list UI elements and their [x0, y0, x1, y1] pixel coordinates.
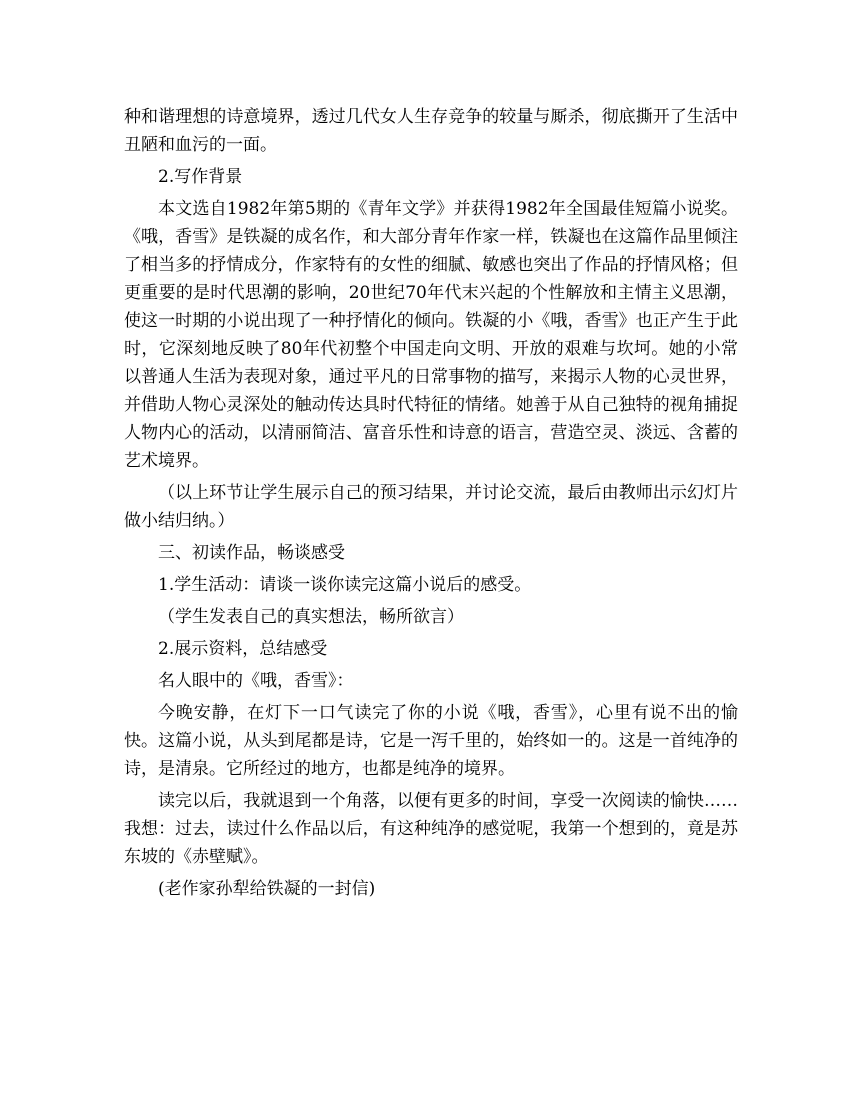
paragraph-letter-part-1: 今晚安静，在灯下一口气读完了你的小说《哦，香雪》，心里有说不出的愉快。这篇小说，从头到尾都是诗，它是一泻千里的，始终如一的。这是一首纯净的诗，是清泉。它所经过的地方，也都是纯净的境界。: [124, 703, 738, 779]
paragraph-student-activity: 1.学生活动：请谈一谈你读完这篇小说后的感受。: [158, 575, 532, 595]
paragraph-letter-part-2: 读完以后，我就退到一个角落，以便有更多的时间，享受一次阅读的愉快……我想：过去，读过什么作品以后，有这种纯净的感觉呢，我第一个想到的，竟是苏东坡的《赤壁赋》。: [124, 791, 738, 867]
paragraph-teaching-note: （以上环节让学生展示自己的预习结果，并讨论交流，最后由教师出示幻灯片做小结归纳。）: [124, 483, 738, 531]
paragraph-background: 本文选自1982年第5期的《青年文学》并获得1982年全国最佳短篇小说奖。《哦，香雪》是铁凝的成名作，和大部分青年作家一样，铁凝也在这篇作品里倾注了相当多的抒情成分，作家特有的女性的细腻、敏感也突出了作品的抒情风格；但更重要的是时代思潮的影响，20世纪70年代末兴起的个性解放和主情主义思潮，使这一时期的小说出现了一种抒情化的倾向。铁凝的小《哦，香雪》也正产生于此时，它深刻地反映了80年代初整个中国走向文明、开放的艰难与坎坷。她的小常以普通人生活为表现对象，通过平凡的日常事物的描写，来揭示人物的心灵世界，并借助人物心灵深处的触动传达具时代特征的情绪。她善于从自己独特的视角捕捉人物内心的活动，以清丽简洁、富音乐性和诗意的语言，营造空灵、淡远、含蓄的艺术境界。: [124, 199, 738, 471]
section-heading-show-materials: 2.展示资料，总结感受: [158, 639, 328, 659]
paragraph-famous-view-title: 名人眼中的《哦，香雪》：: [158, 671, 354, 691]
paragraph-continuation: 种和谐理想的诗意境界，透过几代女人生存竞争的较量与厮杀，彻底撕开了生活中丑陋和血污的一面。: [124, 107, 738, 155]
paragraph-letter-source: (老作家孙犁给铁凝的一封信): [158, 879, 376, 899]
section-heading-writing-background: 2.写作背景: [158, 167, 243, 187]
document-body: [124, 103, 738, 907]
section-heading-first-reading: 三、初读作品，畅谈感受: [158, 543, 345, 563]
paragraph-student-note: （学生发表自己的真实想法，畅所欲言）: [158, 607, 464, 627]
